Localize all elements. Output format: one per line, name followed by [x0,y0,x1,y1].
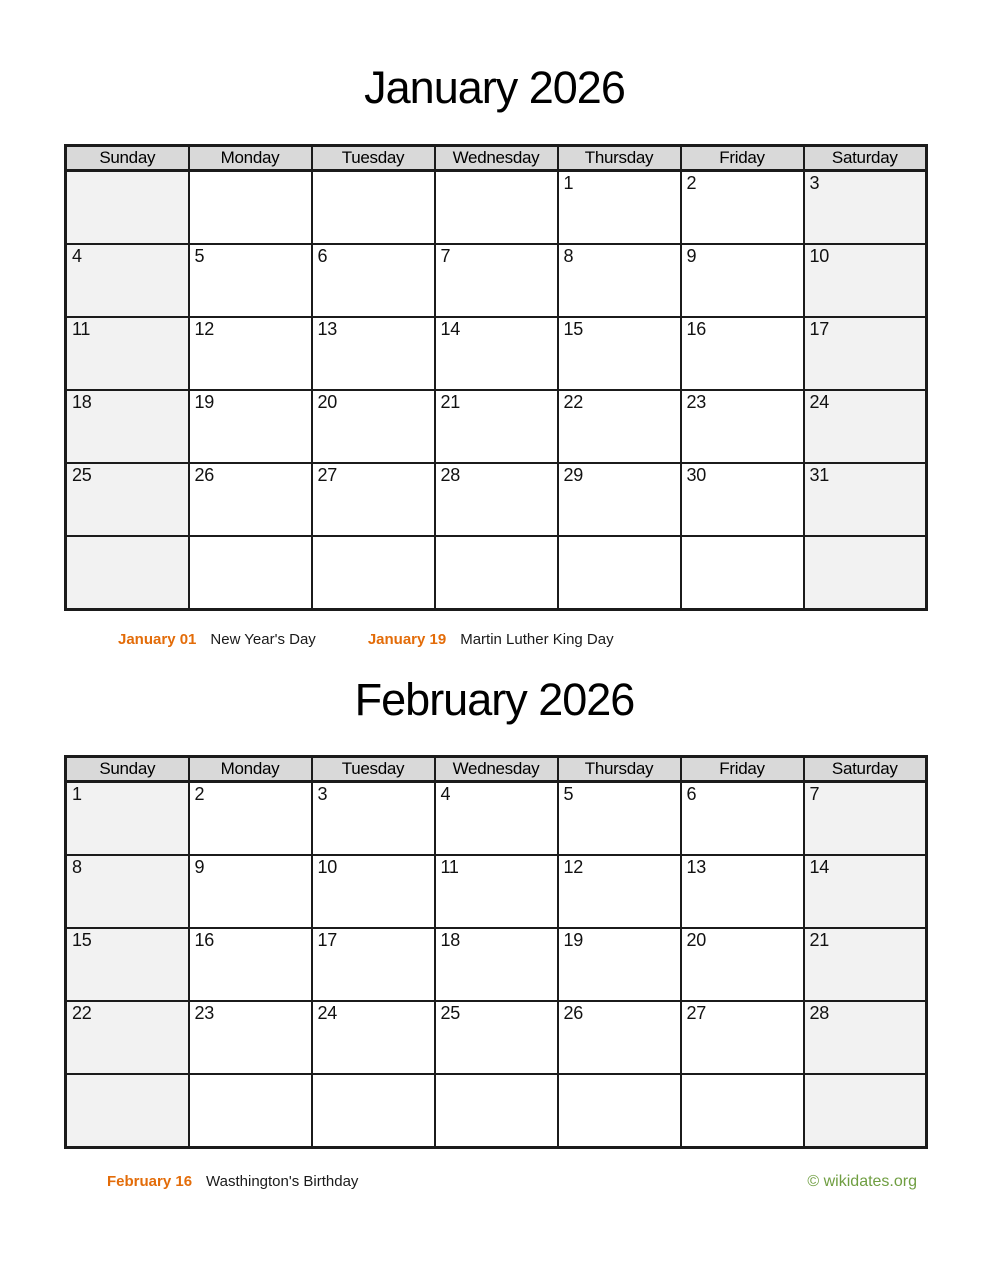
day-number: 10 [809,246,829,266]
february-title: February 2026 [354,674,635,725]
day-number: 24 [809,392,829,412]
day-number: 6 [317,246,328,266]
weekday-header-saturday: Saturday [804,146,927,171]
day-number: 19 [563,930,583,950]
day-number: 28 [440,465,460,485]
day-cell-4 [435,782,558,856]
day-cell-20 [681,928,804,1001]
february-calendar-table [64,755,928,1149]
day-number: 12 [194,319,214,339]
day-number: 2 [686,173,697,193]
day-cell-12 [558,855,681,928]
day-number: 6 [686,784,697,804]
day-cell-28 [804,1001,927,1074]
day-number: 4 [440,784,451,804]
weekday-header-friday: Friday [681,146,804,171]
day-cell-24 [312,1001,435,1074]
day-number: 3 [809,173,820,193]
day-number: 17 [317,930,337,950]
day-number: 11 [440,857,459,877]
day-cell-23 [189,1001,312,1074]
january-title: January 2026 [364,62,625,113]
day-number: 19 [194,392,214,412]
day-cell-6 [681,782,804,856]
day-number: 21 [809,930,829,950]
day-number: 16 [686,319,706,339]
day-cell-7 [804,782,927,856]
day-number: 1 [72,784,82,804]
day-cell-empty [558,1074,681,1148]
day-number: 18 [440,930,460,950]
day-cell-16 [189,928,312,1001]
day-number: 11 [72,319,91,339]
day-number: 21 [440,392,460,412]
day-number: 9 [194,857,205,877]
week-row [66,855,927,928]
day-cell-18 [435,928,558,1001]
day-number: 8 [563,246,574,266]
day-cell-5 [558,782,681,856]
holiday-name: Martin Luther King Day [460,631,614,648]
day-number: 7 [809,784,820,804]
week-row [66,782,927,856]
february-holiday-list [107,1173,410,1191]
day-number: 28 [809,1003,829,1023]
day-number: 26 [194,465,214,485]
day-number: 22 [563,392,583,412]
day-number: 23 [686,392,706,412]
day-cell-19 [558,928,681,1001]
day-number: 4 [72,246,82,266]
day-cell-13 [681,855,804,928]
day-number: 23 [194,1003,214,1023]
holiday-date: February 16 [107,1173,193,1190]
day-number: 16 [194,930,214,950]
day-number: 7 [440,246,451,266]
day-cell-10 [312,855,435,928]
weekday-header-saturday: Saturday [804,757,927,782]
day-cell-empty [189,1074,312,1148]
weekday-header-row [66,757,927,782]
weekday-header-thursday: Thursday [558,757,681,782]
day-cell-22 [66,1001,189,1074]
week-row [66,1074,927,1148]
day-cell-empty [312,1074,435,1148]
day-number: 5 [194,246,205,266]
day-cell-empty [681,1074,804,1148]
day-number: 18 [72,392,92,412]
week-row [66,1001,927,1074]
day-cell-17 [312,928,435,1001]
day-cell-empty [66,1074,189,1148]
day-cell-8 [66,855,189,928]
day-number: 9 [686,246,697,266]
weekday-header-monday: Monday [189,146,312,171]
day-number: 26 [563,1003,583,1023]
day-cell-empty [435,1074,558,1148]
day-number: 13 [317,319,337,339]
day-number: 15 [72,930,92,950]
day-number: 29 [563,465,583,485]
weekday-header-tuesday: Tuesday [312,757,435,782]
weekday-header-monday: Monday [189,757,312,782]
holiday-name: New Year's Day [210,631,316,648]
day-cell-1 [66,782,189,856]
day-number: 15 [563,319,583,339]
day-cell-9 [189,855,312,928]
day-number: 20 [686,930,706,950]
day-number: 24 [317,1003,337,1023]
day-number: 27 [686,1003,706,1023]
day-number: 14 [440,319,460,339]
holiday-name: Wasthington's Birthday [206,1173,359,1190]
day-number: 27 [317,465,337,485]
day-cell-25 [435,1001,558,1074]
weekday-header-friday: Friday [681,757,804,782]
day-number: 25 [72,465,92,485]
weekday-header-thursday: Thursday [558,146,681,171]
day-number: 2 [194,784,205,804]
day-number: 20 [317,392,337,412]
day-number: 3 [317,784,328,804]
weekday-header-sunday: Sunday [66,757,189,782]
holiday-entry [107,1173,358,1191]
weekday-header-wednesday: Wednesday [435,146,558,171]
day-number: 8 [72,857,82,877]
day-number: 13 [686,857,706,877]
day-cell-15 [66,928,189,1001]
day-number: 25 [440,1003,460,1023]
day-number: 30 [686,465,706,485]
copyright-text: © wikidates.org [807,1173,917,1190]
day-cell-3 [312,782,435,856]
day-number: 31 [809,465,829,485]
day-cell-empty [804,1074,927,1148]
holiday-date: January 01 [118,631,197,648]
day-number: 5 [563,784,574,804]
day-cell-26 [558,1001,681,1074]
day-number: 17 [809,319,829,339]
weekday-header-wednesday: Wednesday [435,757,558,782]
day-cell-21 [804,928,927,1001]
weekday-header-tuesday: Tuesday [312,146,435,171]
weekday-header-sunday: Sunday [66,146,189,171]
day-number: 14 [809,857,829,877]
week-row [66,928,927,1001]
day-number: 1 [563,173,574,193]
holiday-date: January 19 [367,631,447,648]
day-number: 22 [72,1003,92,1023]
day-number: 12 [563,857,583,877]
day-cell-11 [435,855,558,928]
day-cell-14 [804,855,927,928]
day-number: 10 [317,857,337,877]
day-cell-2 [189,782,312,856]
day-cell-27 [681,1001,804,1074]
